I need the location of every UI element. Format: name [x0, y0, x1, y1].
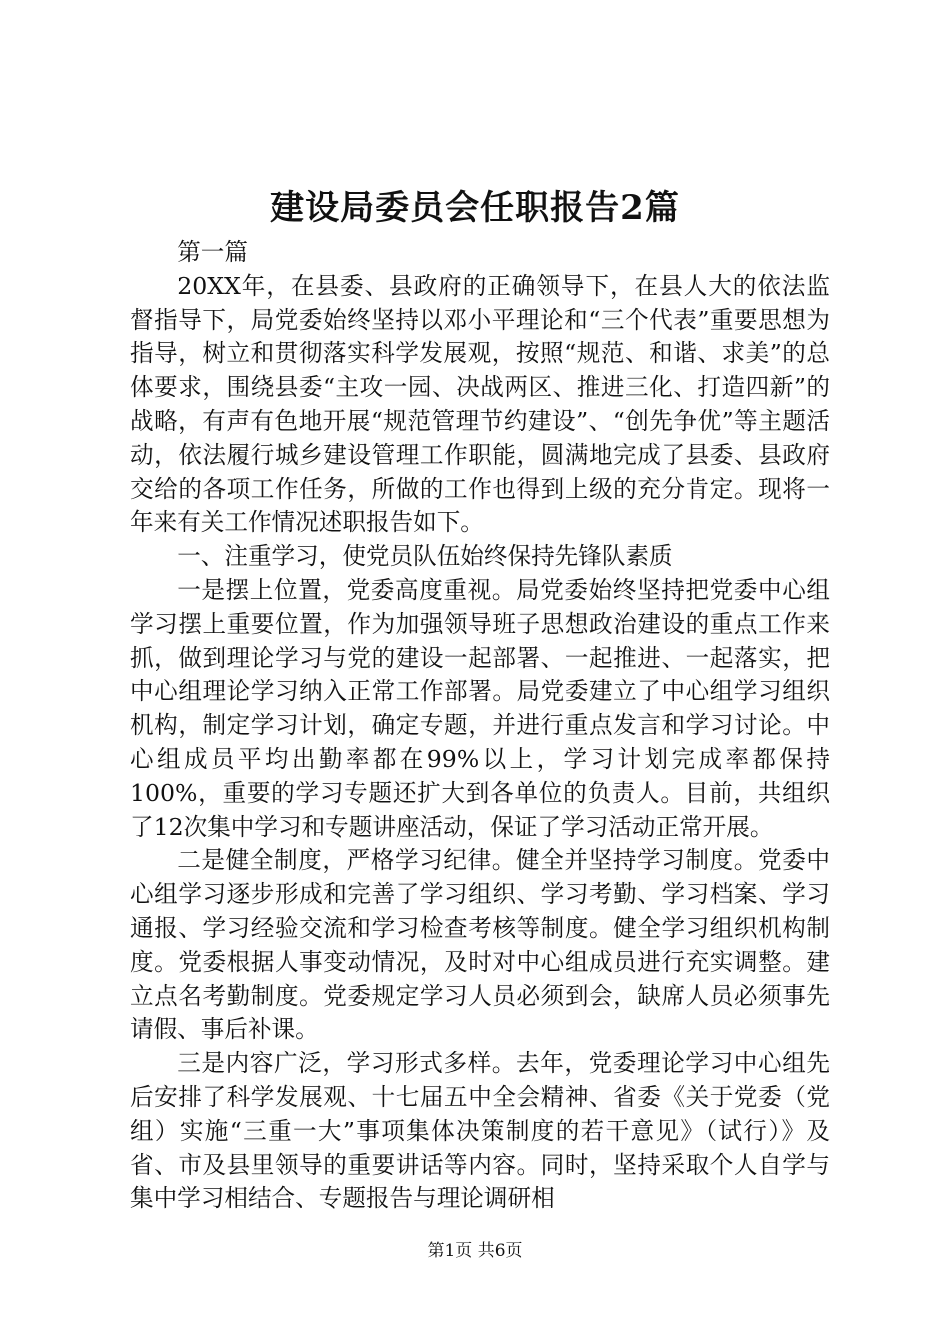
document-title: 建设局委员会任职报告2篇: [270, 188, 680, 228]
paragraph-intro: 20XX年，在县委、县政府的正确领导下，在县人大的依法监督指导下，局党委始终坚持以邓小平理论和“三个代表”重要思想为指导，树立和贯彻落实科学发展观，按照“规范、和谐、求美”的总体要求，围绕县委“主攻一园、决战两区、推进三化、打造四新”的战略，有声有色地开展“规范管理节约建设”、“创先争优”等主题活动，依法履行城乡建设管理工作职能，圆满地完成了县委、县政府交给的各项工作任务，所做的工作也得到上级的充分肯定。现将一年来有关工作情况述职报告如下。: [130, 271, 830, 537]
document-body: [130, 236, 830, 1216]
paragraph-point-1: 一是摆上位置，党委高度重视。局党委始终坚持把党委中心组学习摆上重要位置，作为加强领导班子思想政治建设的重点工作来抓，做到理论学习与党的建设一起部署、一起推进、一起落实，把中心组理论学习纳入正常工作部署。局党委建立了中心组学习组织机构，制定学习计划，确定专题，并进行重点发言和学习讨论。中心组成员平均出勤率都在99%以上，学习计划完成率都保持100%，重要的学习专题还扩大到各单位的负责人。目前，共组织了12次集中学习和专题讲座活动，保证了学习活动正常开展。: [130, 575, 830, 841]
paragraph-point-3: 三是内容广泛，学习形式多样。去年，党委理论学习中心组先后安排了科学发展观、十七届五中全会精神、省委《关于党委（党组）实施“三重一大”事项集体决策制度的若干意见》（试行）》及省、市及县里领导的重要讲话等内容。同时，坚持采取个人自学与集中学习相结合、专题报告与理论调研相: [130, 1049, 830, 1213]
section-label: 第一篇: [177, 238, 248, 266]
paragraph-point-2: 二是健全制度，严格学习纪律。健全并坚持学习制度。党委中心组学习逐步形成和完善了学习组织、学习考勤、学习档案、学习通报、学习经验交流和学习检查考核等制度。健全学习组织机构制度。党委根据人事变动情况，及时对中心组成员进行充实调整。建立点名考勤制度。党委规定学习人员必须到会，缺席人员必须事先请假、事后补课。: [130, 846, 830, 1044]
section-heading: 一、注重学习，使党员队伍始终保持先锋队素质: [177, 542, 673, 571]
page-footer: 第1页 共6页: [427, 1241, 523, 1261]
